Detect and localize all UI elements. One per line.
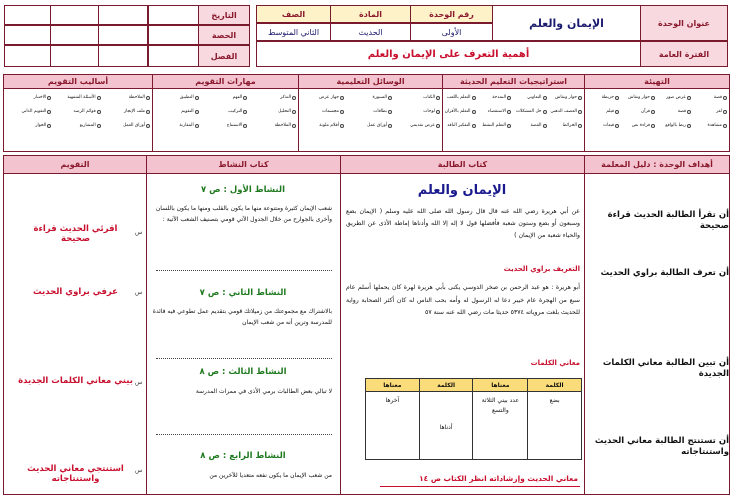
narrator-heading: التعريف براوي الحديث xyxy=(503,265,580,273)
option-label: مشاهدة xyxy=(707,123,722,128)
option-item[interactable] xyxy=(180,95,199,100)
option-item[interactable] xyxy=(367,123,392,128)
date-grid-cell[interactable] xyxy=(4,5,51,25)
option-label: الاختبار xyxy=(33,95,47,100)
option-label: أوراق العمل xyxy=(122,123,145,128)
option-item[interactable] xyxy=(488,109,511,114)
option-item[interactable] xyxy=(319,95,344,100)
date-grid-cell[interactable] xyxy=(4,45,51,67)
date-grid-cell[interactable] xyxy=(98,5,148,25)
option-label: عرض تقديمي xyxy=(410,123,435,128)
unit-no-label: رقم الوحدة xyxy=(410,5,493,23)
date-grid-cell[interactable] xyxy=(148,25,199,45)
vocab-table xyxy=(365,378,582,460)
radio-circle-icon[interactable] xyxy=(47,96,51,100)
option-item[interactable] xyxy=(373,95,393,100)
option-item[interactable] xyxy=(280,95,296,100)
option-item[interactable] xyxy=(275,123,296,128)
option-item[interactable] xyxy=(228,109,247,114)
option-item[interactable] xyxy=(492,95,511,100)
option-label: قراءة نص xyxy=(631,123,650,128)
radio-circle-icon[interactable] xyxy=(388,96,392,100)
option-item[interactable] xyxy=(123,123,150,128)
vocab-header: معناها xyxy=(473,379,528,392)
option-item[interactable] xyxy=(707,123,727,128)
option-item[interactable] xyxy=(80,123,101,128)
option-item[interactable] xyxy=(179,123,198,128)
option-label: المقارنة xyxy=(179,123,194,128)
option-item[interactable] xyxy=(322,109,344,114)
unit-no-value: الأولى xyxy=(410,23,493,41)
activity-text: لا تبالي بعض الطالبات برمي الأذى في ممرات المدرسة xyxy=(195,388,332,395)
option-label: حل المشكلات xyxy=(515,109,542,114)
option-label: خريطة xyxy=(601,95,614,100)
radio-circle-icon[interactable] xyxy=(543,110,547,114)
option-label: الخرائط xyxy=(562,123,577,128)
radio-circle-icon[interactable] xyxy=(340,110,344,114)
radio-circle-icon[interactable] xyxy=(195,110,199,114)
option-label: الفهم xyxy=(232,95,243,100)
grade-label: الصف xyxy=(256,5,331,23)
radio-circle-icon[interactable] xyxy=(687,110,691,114)
student-book-footer: معاني الحديث وإرشاداته انظر الكتاب ص ١٤ xyxy=(419,474,578,483)
radio-circle-icon[interactable] xyxy=(723,110,727,114)
option-label: لغز xyxy=(716,109,722,114)
evaluation-item: عرفي براوي الحديث xyxy=(33,287,118,297)
date-grid-cell[interactable] xyxy=(50,25,99,45)
goals-header: أهداف الوحدة : دليل المعلمة xyxy=(584,156,729,174)
radio-circle-icon[interactable] xyxy=(472,124,476,128)
option-label: بطاقات xyxy=(373,109,387,114)
option-item[interactable] xyxy=(714,95,727,100)
option-label: أوراق عمل xyxy=(367,123,387,128)
activity-text: شعب الإيمان كثيرة ومتنوعة منها ما يكون بالقلب ومنها ما يكون باللسان وأخرى بالجوارح من خلال الجدول الآتي قومي بتصنيف الشعب الآتية : xyxy=(155,205,332,223)
date-grid-cell[interactable] xyxy=(98,25,148,45)
option-label: التعلم باللعب xyxy=(446,95,471,100)
radio-circle-icon[interactable] xyxy=(195,124,199,128)
option-label: ملف الإنجاز xyxy=(124,109,145,114)
option-label: عرض صور xyxy=(666,95,686,100)
answer-line xyxy=(156,270,332,271)
vocab-header: معناها xyxy=(366,379,420,392)
question-marker: س xyxy=(135,467,143,474)
option-item[interactable] xyxy=(716,109,727,114)
question-marker: س xyxy=(135,229,143,236)
radio-circle-icon[interactable] xyxy=(243,96,247,100)
radio-circle-icon[interactable] xyxy=(578,124,582,128)
option-label: الأسئلة الشفهية xyxy=(67,95,96,100)
eval-methods-title: أساليب التقويم xyxy=(4,75,152,89)
option-item[interactable] xyxy=(602,95,619,100)
option-label: العصف الذهني xyxy=(550,109,577,114)
activity-title: النشاط الرابع : ص ٨ xyxy=(200,451,286,461)
activity-title: النشاط الثالث : ص ٨ xyxy=(199,367,287,377)
option-item[interactable] xyxy=(516,109,547,114)
option-label: السبورة xyxy=(372,95,387,100)
option-label: التذكر xyxy=(280,95,291,100)
option-label: أقلام ملونة xyxy=(319,123,339,128)
student-book-header: كتاب الطالبة xyxy=(340,156,584,174)
radio-circle-icon[interactable] xyxy=(292,96,296,100)
option-item[interactable] xyxy=(527,95,546,100)
activity-text: بالاشتراك مع مجموعتك من زميلاتك قومي بتقديم عمل تطوعي فيه فائدة للمدرسة وترين أنه من شعب الإيمان xyxy=(152,308,332,326)
evaluation-item: استنتجي معاني الحديث واستنتاجاته xyxy=(27,464,124,484)
option-label: لوحات xyxy=(423,109,435,114)
question-marker: س xyxy=(135,379,143,386)
option-item[interactable] xyxy=(482,123,511,128)
option-item[interactable] xyxy=(129,95,150,100)
radio-circle-icon[interactable] xyxy=(615,96,619,100)
option-item[interactable] xyxy=(550,109,582,114)
option-item[interactable] xyxy=(447,95,476,100)
radio-circle-icon[interactable] xyxy=(615,124,619,128)
narrator-text: أبو هريرة : هو عبد الرحمن بن صخر الدوسي يكنى بأبي هريرة لهرة كان يحملها أسلم عام سبع من الهجرة عام خيبر دعا له الرسول له وأمه بحب الناس له كان أكثر الصحابة رواية للحديث بلغت مروياته ٥٣٧٤ حديثا مات رضي الله عنه سنة ٥٧ xyxy=(346,284,580,316)
radio-circle-icon[interactable] xyxy=(97,96,101,100)
option-label: التطبيق xyxy=(179,95,194,100)
radio-circle-icon[interactable] xyxy=(687,96,691,100)
radio-circle-icon[interactable] xyxy=(340,96,344,100)
radio-circle-icon[interactable] xyxy=(388,110,392,114)
option-item[interactable] xyxy=(227,123,248,128)
radio-circle-icon[interactable] xyxy=(146,96,150,100)
option-label: الملاحظة xyxy=(274,123,291,128)
goal-item: أن تعرف الطالبة براوي الحديث xyxy=(600,268,729,278)
option-item[interactable] xyxy=(373,109,392,114)
option-label: التعلم بالأقران xyxy=(444,109,471,114)
section-label: الفصل xyxy=(198,45,250,67)
option-item[interactable] xyxy=(124,109,150,114)
divider xyxy=(152,89,153,151)
vocab-header: الكلمة xyxy=(528,379,582,392)
divider xyxy=(442,89,443,151)
divider xyxy=(146,174,147,494)
option-item[interactable] xyxy=(531,123,547,128)
date-grid-cell[interactable] xyxy=(148,5,199,25)
option-item[interactable] xyxy=(423,95,440,100)
radio-circle-icon[interactable] xyxy=(651,124,655,128)
radio-circle-icon[interactable] xyxy=(47,124,51,128)
option-label: جهاز عرض xyxy=(319,95,339,100)
option-item[interactable] xyxy=(278,109,296,114)
lesson-title: أهمية التعرف على الإيمان والعلم xyxy=(256,41,641,67)
activity-book-header: كتاب النشاط xyxy=(146,156,340,174)
option-item[interactable] xyxy=(34,95,52,100)
eval-skills-title: مهارات التقويم xyxy=(152,75,298,89)
footer-underline xyxy=(380,486,580,487)
option-label: التقويم الذاتي xyxy=(21,109,47,114)
radio-circle-icon[interactable] xyxy=(687,124,691,128)
option-label: التفكير الناقد xyxy=(447,123,471,128)
goal-item: أن تقرأ الطالبة الحديث قراءة صحيحة xyxy=(607,210,729,231)
option-label: قوائم الرصد xyxy=(73,109,96,114)
activity-text: من شعب الإيمان ما يكون نفعه متعديا للآخرين من xyxy=(209,472,332,479)
option-label: القصة xyxy=(530,123,542,128)
unit-title-label: عنوان الوحدة xyxy=(640,5,728,41)
subject-label: المادة xyxy=(330,5,411,23)
option-item[interactable] xyxy=(603,123,619,128)
radio-circle-icon[interactable] xyxy=(436,96,440,100)
vocab-word: بضع xyxy=(528,392,582,460)
answer-line xyxy=(156,434,332,435)
option-item[interactable] xyxy=(181,109,199,114)
evaluation-item: بيني معاني الكلمات الجديدة xyxy=(18,376,133,386)
option-item[interactable] xyxy=(641,109,655,114)
radio-circle-icon[interactable] xyxy=(723,96,727,100)
radio-circle-icon[interactable] xyxy=(243,110,247,114)
answer-line xyxy=(156,358,332,359)
divider xyxy=(584,174,585,494)
radio-circle-icon[interactable] xyxy=(97,124,101,128)
hadith-text: عن أبي هريرة رضي الله عنه قال قال رسول الله صلى الله عليه وسلم ( الإيمان بضع وسبعون أو بضع وستون شعبة فأفضلها قول لا إله إلا الله وأدناها إماطة الأذى عن الطريق والحياء شعبة من الإيمان ) xyxy=(346,208,580,239)
option-item[interactable] xyxy=(666,95,691,100)
activity-title: النشاط الثاني : ص ٧ xyxy=(199,288,287,298)
radio-circle-icon[interactable] xyxy=(651,110,655,114)
radio-circle-icon[interactable] xyxy=(243,124,247,128)
radio-circle-icon[interactable] xyxy=(340,124,344,128)
radio-circle-icon[interactable] xyxy=(292,124,296,128)
evaluation-item: اقرئي الحديث قراءة صحيحة xyxy=(33,224,118,244)
option-label: التعاوني xyxy=(527,95,542,100)
option-item[interactable] xyxy=(665,123,691,128)
radio-circle-icon[interactable] xyxy=(651,96,655,100)
option-label: قصة xyxy=(677,109,686,114)
grade-value: الثاني المتوسط xyxy=(256,23,331,41)
date-grid-cell[interactable] xyxy=(50,5,99,25)
date-grid-cell[interactable] xyxy=(50,45,99,67)
radio-circle-icon[interactable] xyxy=(47,110,51,114)
option-item[interactable] xyxy=(678,109,691,114)
option-item[interactable] xyxy=(606,109,619,114)
radio-circle-icon[interactable] xyxy=(388,124,392,128)
radio-circle-icon[interactable] xyxy=(578,110,582,114)
subject-value: الحديث xyxy=(330,23,411,41)
aids-title: الوسائل التعليمية xyxy=(298,75,442,89)
radio-circle-icon[interactable] xyxy=(472,110,476,114)
class-label: الحصة xyxy=(198,25,250,45)
radio-circle-icon[interactable] xyxy=(507,110,511,114)
period-label: الفترة العامة xyxy=(640,41,728,67)
student-book-title: الإيمان والعلم xyxy=(417,183,507,198)
option-item[interactable] xyxy=(74,109,101,114)
option-label: الملاحظة xyxy=(128,95,145,100)
option-item[interactable] xyxy=(21,109,51,114)
radio-circle-icon[interactable] xyxy=(578,96,582,100)
activity-title: النشاط الأول : ص ٧ xyxy=(200,185,286,195)
option-label: التعلم النشط xyxy=(482,123,506,128)
option-label: فيلم xyxy=(606,109,614,114)
option-label: قرآن xyxy=(641,109,650,114)
strategies-title: استراتيجيات التعليم الحديثة xyxy=(442,75,584,89)
date-grid-cell[interactable] xyxy=(4,25,51,45)
divider xyxy=(298,89,299,151)
radio-circle-icon[interactable] xyxy=(146,110,150,114)
option-item[interactable] xyxy=(410,123,440,128)
option-item[interactable] xyxy=(628,95,655,100)
option-label: التحليل xyxy=(278,109,291,114)
radio-circle-icon[interactable] xyxy=(436,124,440,128)
date-grid-cell[interactable] xyxy=(148,45,199,67)
radio-circle-icon[interactable] xyxy=(507,96,511,100)
divider xyxy=(340,174,341,494)
option-label: الاستقصاء xyxy=(487,109,506,114)
option-item[interactable] xyxy=(632,123,655,128)
option-label: المشاريع xyxy=(79,123,96,128)
date-grid-cell[interactable] xyxy=(98,45,148,67)
option-label: النمذجة xyxy=(492,95,506,100)
radio-circle-icon[interactable] xyxy=(615,110,619,114)
vocab-header: الكلمة xyxy=(419,379,473,392)
option-item[interactable] xyxy=(319,123,344,128)
option-item[interactable] xyxy=(445,109,476,114)
vocab-meaning: عدد بيني الثلاثة والتسع xyxy=(473,392,528,460)
prep-title: التهيئة xyxy=(584,75,729,89)
option-label: الاستنتاج xyxy=(226,123,243,128)
option-label: الحوار xyxy=(35,123,47,128)
date-label: التاريخ xyxy=(198,5,250,25)
option-label: حوار ونقاش xyxy=(628,95,650,100)
radio-circle-icon[interactable] xyxy=(543,96,547,100)
radio-circle-icon[interactable] xyxy=(292,110,296,114)
radio-circle-icon[interactable] xyxy=(146,124,150,128)
option-item[interactable] xyxy=(423,109,440,114)
radio-circle-icon[interactable] xyxy=(436,110,440,114)
goal-item: أن تبين الطالبة معاني الكلمات الجديدة xyxy=(602,358,729,379)
option-label: حوار ونقاش xyxy=(555,95,577,100)
radio-circle-icon[interactable] xyxy=(195,96,199,100)
option-label: ربط بالواقع xyxy=(665,123,686,128)
evaluation-header: التقويم xyxy=(4,156,146,174)
question-marker: س xyxy=(135,289,143,296)
option-item[interactable] xyxy=(35,123,51,128)
option-label: قبعات xyxy=(602,123,614,128)
radio-circle-icon[interactable] xyxy=(97,110,101,114)
radio-circle-icon[interactable] xyxy=(472,96,476,100)
option-label: التركيب xyxy=(228,109,243,114)
option-item[interactable] xyxy=(447,123,475,128)
option-label: التقويم xyxy=(181,109,194,114)
option-item[interactable] xyxy=(233,95,248,100)
radio-circle-icon[interactable] xyxy=(723,124,727,128)
radio-circle-icon[interactable] xyxy=(543,124,547,128)
option-label: قصة xyxy=(713,95,722,100)
goal-item: أن تستنتج الطالبة معاني الحديث واستنتاجاته xyxy=(594,436,729,457)
option-item[interactable] xyxy=(555,95,582,100)
vocab-meaning: آخرها xyxy=(366,392,420,460)
option-item[interactable] xyxy=(563,123,582,128)
vocab-heading: معاني الكلمات xyxy=(530,359,580,367)
divider xyxy=(584,89,585,151)
option-label: مجسمات xyxy=(321,109,339,114)
radio-circle-icon[interactable] xyxy=(507,124,511,128)
option-label: الكتاب xyxy=(423,95,435,100)
option-item[interactable] xyxy=(67,95,100,100)
vocab-word: أدناها xyxy=(419,392,473,460)
unit-title-value: الإيمان والعلم xyxy=(492,5,641,41)
